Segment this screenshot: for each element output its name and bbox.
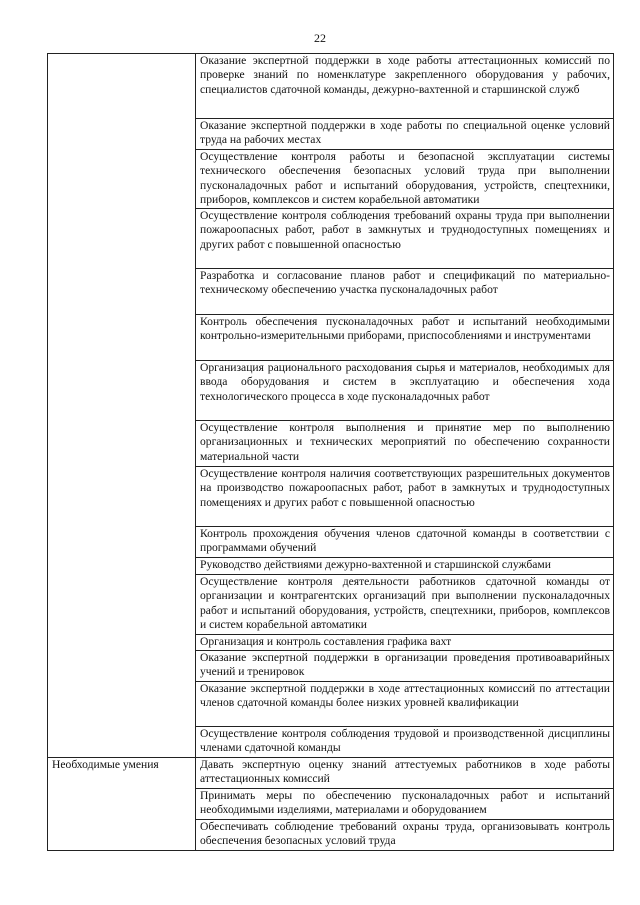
- cell-text: Контроль обеспечения пусконаладочных работ и испытаний необходимыми контрольно-измерительными приборами, приспособлениями и инструментами: [200, 315, 610, 343]
- cell-text: Осуществление контроля деятельности работников сдаточной команды от организации и контрагентских организаций при выполнении пусконаладочных работ и испытаний оборудования, устройств, спецтехники, приборов, комплексов и систем корабельной автоматики: [200, 575, 610, 632]
- table-row: [48, 54, 614, 119]
- cell-text: Организация и контроль составления графика вахт: [200, 635, 452, 648]
- cell-text: Разработка и согласование планов работ и спецификаций по материально-техническому обеспечению участка пусконаладочных работ: [200, 269, 610, 297]
- cell-text: Давать экспертную оценку знаний аттестуемых работников в ходе работы аттестационных комиссий: [200, 758, 610, 786]
- table-label-cell: Необходимые умения: [48, 758, 196, 851]
- cell-text: Оказание экспертной поддержки в ходе работы аттестационных комиссий по проверке знаний по номенклатуре закрепленного оборудования у рабочих, специалистов сдаточной команды, дежурно-вахтенной и старшинской служб: [200, 54, 610, 96]
- cell-text: Обеспечивать соблюдение требований охраны труда, организовывать контроль обеспечения безопасных условий труда: [200, 820, 610, 848]
- cell-text: Осуществление контроля работы и безопасной эксплуатации системы технического обеспечения безопасных условий труда при выполнении пусконаладочных работ и испытаний оборудования, устройств, спецтехники, приборов, комплексов и систем корабельной автоматики: [200, 150, 610, 207]
- cell-text: Организация рационального расходования сырья и материалов, необходимых для ввода оборудования и систем в эксплуатацию и обеспечения хода технологического процесса в ходе пусконаладочных работ: [200, 361, 610, 403]
- table-label-cell: [48, 54, 196, 758]
- table-cell-text: [196, 682, 614, 727]
- table-cell-text: [196, 54, 614, 119]
- page-number: 22: [314, 31, 326, 45]
- cell-text: Оказание экспертной поддержки в организации проведения противоаварийных учений и тренировок: [200, 651, 610, 679]
- cell-text: Оказание экспертной поддержки в ходе работы по специальной оценке условий труда на рабочих местах: [200, 119, 610, 147]
- requirements-table: [47, 53, 614, 851]
- table-cell-text: [196, 421, 614, 467]
- table-cell-text: [196, 727, 614, 758]
- table-cell-text: [196, 269, 614, 315]
- table-cell-text: [196, 758, 614, 789]
- table-cell-text: [196, 467, 614, 527]
- table-cell-text: [196, 315, 614, 361]
- cell-text: Контроль прохождения обучения членов сдаточной команды в соответствии с программами обучений: [200, 527, 610, 555]
- cell-text: Принимать меры по обеспечению пусконаладочных работ и испытаний необходимыми изделиями, материалами и оборудованием: [200, 789, 610, 817]
- cell-text: Оказание экспертной поддержки в ходе аттестационных комиссий по аттестации членов сдаточной команды более низких уровней квалификации: [200, 682, 610, 710]
- table-cell-text: [196, 209, 614, 269]
- table-cell-text: [196, 119, 614, 150]
- table-cell-text: [196, 635, 614, 651]
- table-cell-text: [196, 575, 614, 635]
- cell-text: Руководство действиями дежурно-вахтенной и старшинской службами: [200, 558, 551, 571]
- table-cell-text: [196, 527, 614, 558]
- table-cell-text: [196, 558, 614, 575]
- table-row: [48, 758, 614, 789]
- cell-text: Осуществление контроля соблюдения трудовой и производственной дисциплины членами сдаточной команды: [200, 727, 610, 755]
- cell-text: Осуществление контроля наличия соответствующих разрешительных документов на производство пожароопасных работ, работ в замкнутых и труднодоступных помещениях и других работ с повышенной опасностью: [200, 467, 610, 509]
- table-cell-text: [196, 789, 614, 820]
- table-cell-text: [196, 150, 614, 209]
- table-cell-text: [196, 651, 614, 682]
- cell-text: Осуществление контроля соблюдения требований охраны труда при выполнении пожароопасных работ, работ в замкнутых и труднодоступных помещениях и других работ с повышенной опасностью: [200, 209, 610, 251]
- table-cell-text: [196, 361, 614, 421]
- cell-text: Осуществление контроля выполнения и принятие мер по выполнению организационных и технических мероприятий по обеспечению сохранности материальной части: [200, 421, 610, 463]
- table-cell-text: [196, 820, 614, 851]
